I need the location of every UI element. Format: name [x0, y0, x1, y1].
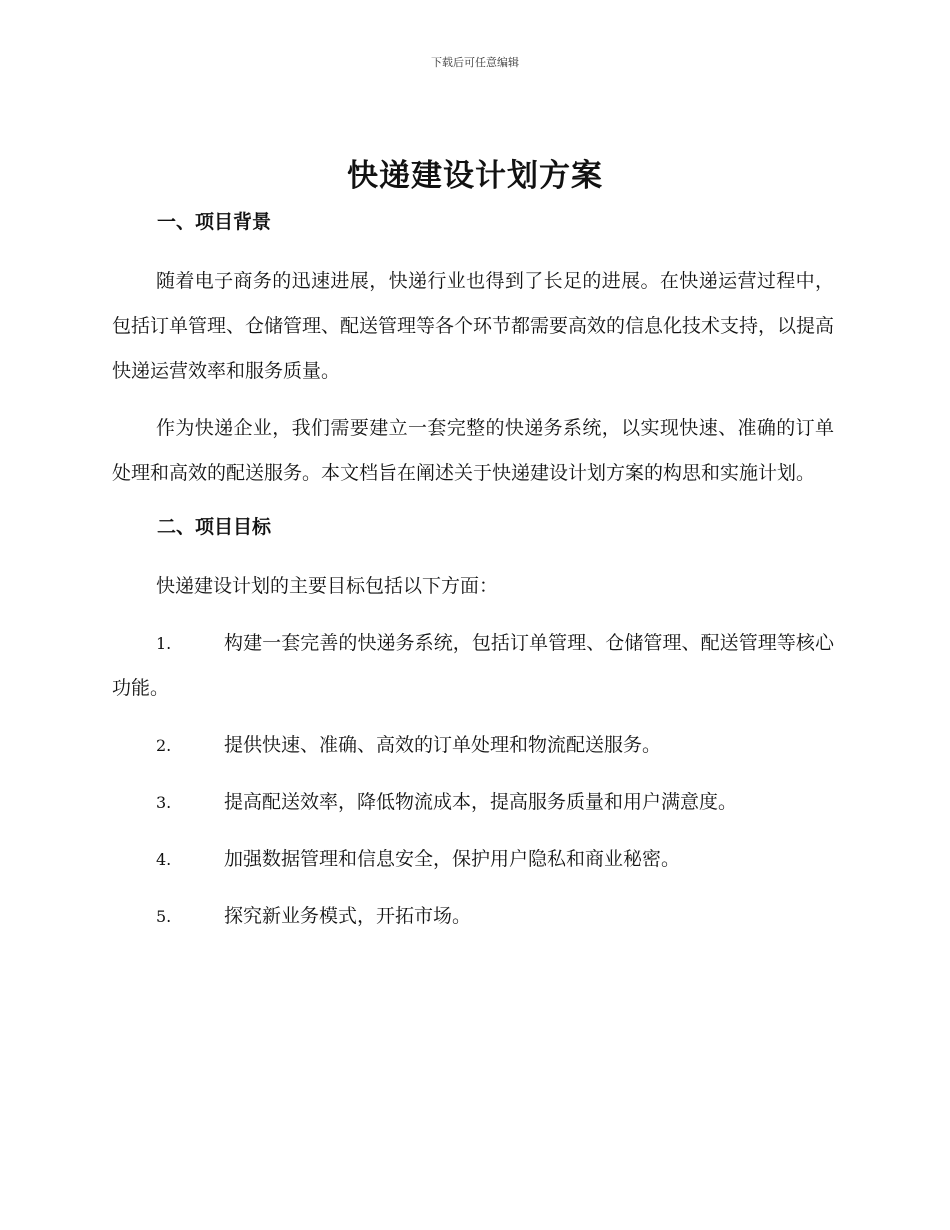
document-title: 快递建设计划方案 — [347, 158, 603, 194]
goals-intro: 快递建设计划的主要目标包括以下方面： — [156, 575, 499, 597]
section-heading-goals: 二、项目目标 — [157, 516, 272, 538]
list-item-text: 构建一套完善的快递务系统，包括订单管理、仓储管理、配送管理等核心功能。 — [112, 632, 834, 699]
list-item — [112, 837, 834, 882]
list-number: 3. — [156, 793, 172, 812]
paragraph: 随着电子商务的迅速进展，快递行业也得到了长足的进展。在快递运营过程中，包括订单管理、仓储管理、配送管理等各个环节都需要高效的信息化技术支持，以提高快递运营效率和服务质量。 — [112, 270, 835, 382]
list-number: 4. — [156, 850, 172, 869]
list-item — [112, 723, 834, 768]
list-item-text: 提高配送效率，降低物流成本，提高服务质量和用户满意度。 — [224, 791, 738, 813]
list-number: 1. — [156, 634, 172, 653]
section-heading-background: 一、项目背景 — [157, 211, 272, 233]
list-number: 2. — [156, 736, 172, 755]
list-number: 5. — [156, 907, 172, 926]
list-item-text: 探究新业务模式，开拓市场。 — [224, 905, 472, 927]
list-item — [112, 894, 834, 939]
list-item — [112, 621, 834, 711]
document-body — [112, 205, 834, 951]
list-item-text: 加强数据管理和信息安全，保护用户隐私和商业秘密。 — [224, 848, 681, 870]
list-item — [112, 780, 834, 825]
page-header: 下载后可任意编辑 — [431, 56, 519, 69]
list-item-text: 提供快速、准确、高效的订单处理和物流配送服务。 — [224, 734, 662, 756]
paragraph: 作为快递企业，我们需要建立一套完整的快递务系统，以实现快速、准确的订单处理和高效的配送服务。本文档旨在阐述关于快递建设计划方案的构思和实施计划。 — [112, 417, 834, 484]
